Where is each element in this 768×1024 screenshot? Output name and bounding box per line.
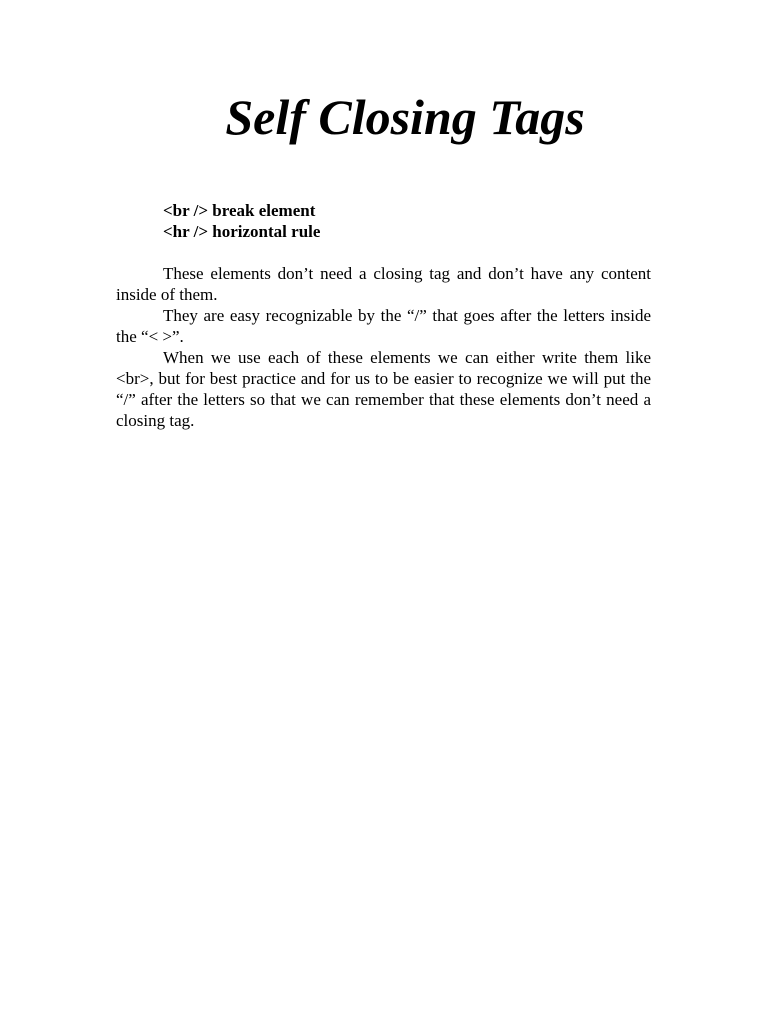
tag-list (163, 200, 320, 242)
paragraph-3: When we use each of these elements we can either write them like <br>, but for best practice and for us to be easier to recognize we will put the “/” after the letters so that we can remember that these elements don’t need a closing tag. (116, 348, 651, 430)
paragraph-2: They are easy recognizable by the “/” that goes after the letters inside the “< >”. (116, 306, 651, 346)
tag-item-br: <br /> break element (163, 201, 316, 220)
paragraph-1: These elements don’t need a closing tag and don’t have any content inside of them. (116, 264, 651, 304)
body-text (116, 263, 651, 431)
tag-item-hr: <hr /> horizontal rule (163, 222, 321, 241)
page-title: Self Closing Tags (225, 89, 585, 145)
